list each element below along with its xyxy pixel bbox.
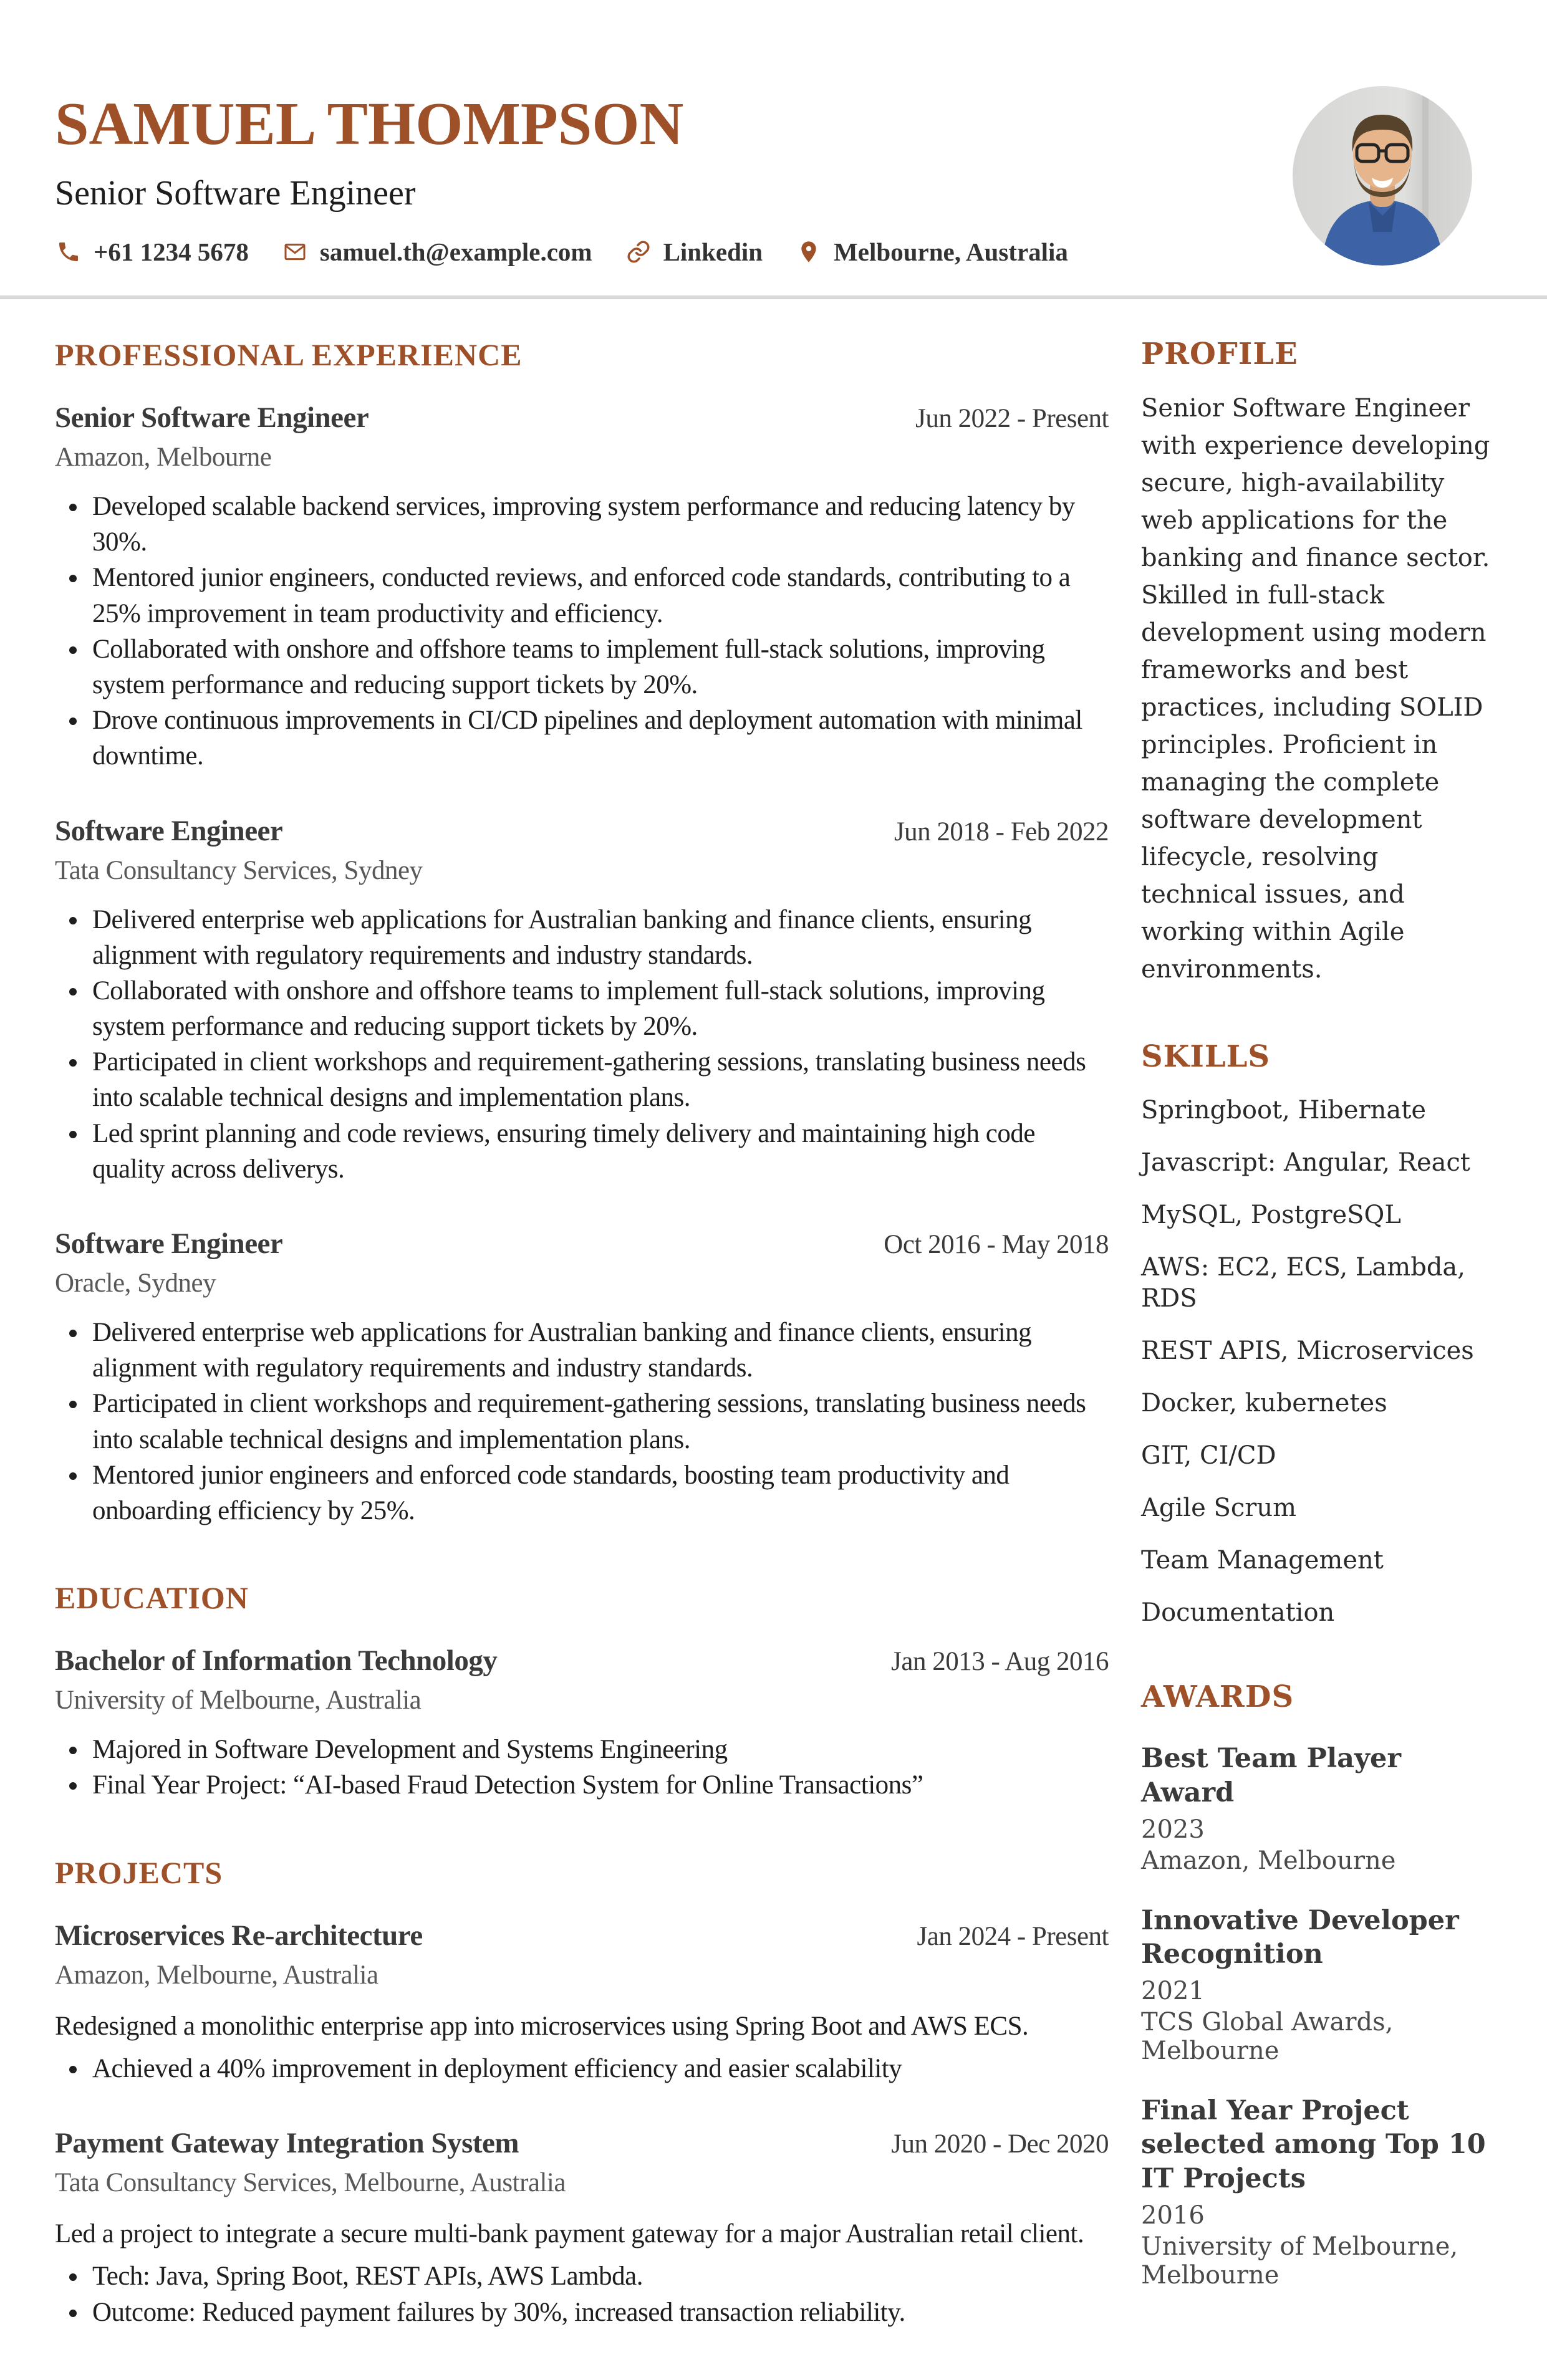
- education-entry: [55, 1644, 1109, 1803]
- project-title: Payment Gateway Integration System: [55, 2127, 519, 2160]
- skill-item: REST APIS, Microservices: [1141, 1336, 1474, 1365]
- job-company: Amazon, Melbourne: [55, 443, 272, 472]
- email-address[interactable]: samuel.th@example.com: [319, 238, 592, 266]
- linkedin-label[interactable]: Linkedin: [663, 238, 763, 266]
- link-icon: [625, 238, 652, 266]
- profile-section: [1141, 338, 1493, 988]
- award-org: University of Melbourne, Melbourne: [1141, 2232, 1458, 2290]
- project-org: Tata Consultancy Services, Melbourne, Australia: [55, 2168, 566, 2198]
- skill-item: Agile Scrum: [1141, 1493, 1297, 1522]
- award-year: 2016: [1141, 2200, 1205, 2230]
- skill-item: GIT, CI/CD: [1141, 1441, 1276, 1470]
- bullet-item: • Participated in client workshops and requirement-gathering sessions, translating business needs into scalable technical designs and implementation plans.: [89, 1044, 1109, 1115]
- award-title: Innovative Developer Recognition: [1141, 1904, 1459, 1970]
- bullet-item: • Delivered enterprise web applications for Australian banking and finance clients, ensuring alignment with regulatory requirements and industry standards.: [89, 902, 1109, 973]
- job-bullet-list: [55, 902, 1109, 1188]
- education-heading: EDUCATION: [55, 1580, 249, 1616]
- job-bullet-list: [55, 489, 1109, 774]
- bullet-item: • Collaborated with onshore and offshore teams to implement full-stack solutions, improving system performance and reducing support tickets by 20%.: [89, 973, 1109, 1044]
- skills-heading: SKILLS: [1141, 1039, 1270, 1074]
- project-org: Amazon, Melbourne, Australia: [55, 1960, 378, 1990]
- location-text: Melbourne, Australia: [834, 238, 1068, 266]
- phone-number: +61 1234 5678: [94, 238, 249, 266]
- project-description: Led a project to integrate a secure multi-bank payment gateway for a major Australian retail client.: [55, 2219, 1084, 2249]
- profile-heading: PROFILE: [1141, 337, 1298, 372]
- bullet-item: • Mentored junior engineers, conducted reviews, and enforced code standards, contributing to a 25% improvement in team productivity and efficiency.: [89, 560, 1109, 631]
- award-year: 2023: [1141, 1815, 1205, 1844]
- skill-item: Docker, kubernetes: [1141, 1388, 1387, 1418]
- award-year: 2021: [1141, 1976, 1205, 2005]
- project-date: Jun 2020 - Dec 2020: [891, 2129, 1109, 2159]
- award-entry: [1141, 2094, 1493, 2290]
- job-company: Oracle, Sydney: [55, 1269, 216, 1298]
- bullet-item: • Tech: Java, Spring Boot, REST APIs, AWS Lambda.: [89, 2258, 1109, 2294]
- location-contact: [795, 237, 1068, 267]
- bullet-item: • Developed scalable backend services, improving system performance and reducing latency by 30%.: [89, 489, 1109, 560]
- resume-body: [0, 299, 1547, 2380]
- bullet-item: • Led sprint planning and code reviews, ensuring timely delivery and maintaining high code quality across deliverys.: [89, 1116, 1109, 1187]
- phone-icon: [55, 238, 82, 266]
- skills-section: [1141, 1040, 1493, 1628]
- education-date: Jan 2013 - Aug 2016: [891, 1647, 1109, 1677]
- bullet-item: • Mentored junior engineers and enforced code standards, boosting team productivity and onboarding efficiency by 25%.: [89, 1457, 1109, 1528]
- awards-section: [1141, 1681, 1493, 2290]
- mail-icon: [281, 238, 309, 266]
- skill-item: Documentation: [1141, 1598, 1335, 1627]
- job-title: Software Engineer: [55, 814, 283, 847]
- bullet-item: • Drove continuous improvements in CI/CD pipelines and deployment automation with minimal downtime.: [89, 703, 1109, 774]
- location-pin-icon: [795, 238, 822, 266]
- bullet-item: • Outcome: Reduced payment failures by 30%, increased transaction reliability.: [89, 2295, 1109, 2330]
- education-section: [55, 1581, 1109, 1803]
- project-description: Redesigned a monolithic enterprise app into microservices using Spring Boot and AWS ECS.: [55, 2011, 1029, 2041]
- bullet-item: • Achieved a 40% improvement in deployment efficiency and easier scalability: [89, 2051, 1109, 2086]
- linkedin-contact[interactable]: [625, 237, 763, 267]
- profile-photo: [1293, 86, 1472, 266]
- bullet-item: • Participated in client workshops and requirement-gathering sessions, translating business needs into scalable technical designs and implementation plans.: [89, 1386, 1109, 1457]
- projects-section: [55, 1856, 1109, 2330]
- candidate-title: Senior Software Engineer: [55, 174, 416, 213]
- experience-entry: [55, 401, 1109, 774]
- award-entry: [1141, 1742, 1493, 1874]
- job-date: Jun 2022 - Present: [915, 404, 1109, 433]
- projects-heading: PROJECTS: [55, 1855, 223, 1890]
- profile-text: Senior Software Engineer with experience developing secure, high-availability web applications for the banking and finance sector. Skilled in full-stack development using modern frameworks and best practices, including SOLID principles. Proficient in managing the complete software development lifecycle, resolving technical issues, and working within Agile environments.: [1141, 393, 1490, 984]
- bullet-item: • Collaborated with onshore and offshore teams to implement full-stack solutions, improving system performance and reducing support tickets by 20%.: [89, 631, 1109, 703]
- skill-item: Team Management: [1141, 1545, 1384, 1575]
- bullet-item: • Final Year Project: “AI-based Fraud Detection System for Online Transactions”: [89, 1767, 1109, 1803]
- job-bullet-list: [55, 1315, 1109, 1528]
- award-org: Amazon, Melbourne: [1141, 1846, 1396, 1875]
- school-name: University of Melbourne, Australia: [55, 1686, 422, 1715]
- project-entry: [55, 1919, 1109, 2087]
- job-company: Tata Consultancy Services, Sydney: [55, 855, 423, 885]
- profile-photo-illustration: [1293, 86, 1472, 266]
- award-title: Final Year Project selected among Top 10 IT Projects: [1141, 2094, 1486, 2195]
- project-bullet-list: [55, 2051, 1109, 2086]
- phone-contact: [55, 237, 249, 267]
- project-bullet-list: [55, 2258, 1109, 2330]
- skill-item: Springboot, Hibernate: [1141, 1095, 1426, 1125]
- experience-entry: [55, 814, 1109, 1188]
- email-contact[interactable]: [281, 237, 592, 267]
- awards-heading: AWARDS: [1141, 1679, 1294, 1714]
- skill-item: AWS: EC2, ECS, Lambda, RDS: [1141, 1252, 1465, 1313]
- contact-row: [55, 237, 1492, 267]
- award-org: TCS Global Awards, Melbourne: [1141, 2007, 1394, 2065]
- degree-title: Bachelor of Information Technology: [55, 1644, 498, 1677]
- skill-item: Javascript: Angular, React: [1141, 1148, 1470, 1177]
- award-entry: [1141, 1904, 1493, 2065]
- resume-header: [0, 0, 1547, 267]
- education-bullet-list: [55, 1732, 1109, 1803]
- skill-item: MySQL, PostgreSQL: [1141, 1200, 1401, 1229]
- job-title: Software Engineer: [55, 1227, 283, 1260]
- bullet-item: • Majored in Software Development and Systems Engineering: [89, 1732, 1109, 1767]
- job-date: Oct 2016 - May 2018: [884, 1230, 1109, 1259]
- bullet-item: • Delivered enterprise web applications for Australian banking and finance clients, ensuring alignment with regulatory requirements and industry standards.: [89, 1315, 1109, 1386]
- experience-heading: PROFESSIONAL EXPERIENCE: [55, 337, 523, 372]
- experience-entry: [55, 1227, 1109, 1528]
- skills-list: [1141, 1095, 1493, 1628]
- project-date: Jan 2024 - Present: [917, 1921, 1109, 1951]
- candidate-name: SAMUEL THOMPSON: [55, 90, 684, 158]
- project-entry: [55, 2126, 1109, 2330]
- job-title: Senior Software Engineer: [55, 401, 369, 434]
- project-title: Microservices Re-architecture: [55, 1919, 423, 1952]
- experience-section: [55, 338, 1109, 1528]
- main-column: [55, 338, 1109, 2330]
- sidebar-column: [1141, 338, 1493, 2330]
- job-date: Jun 2018 - Feb 2022: [894, 817, 1109, 847]
- award-title: Best Team Player Award: [1141, 1743, 1402, 1808]
